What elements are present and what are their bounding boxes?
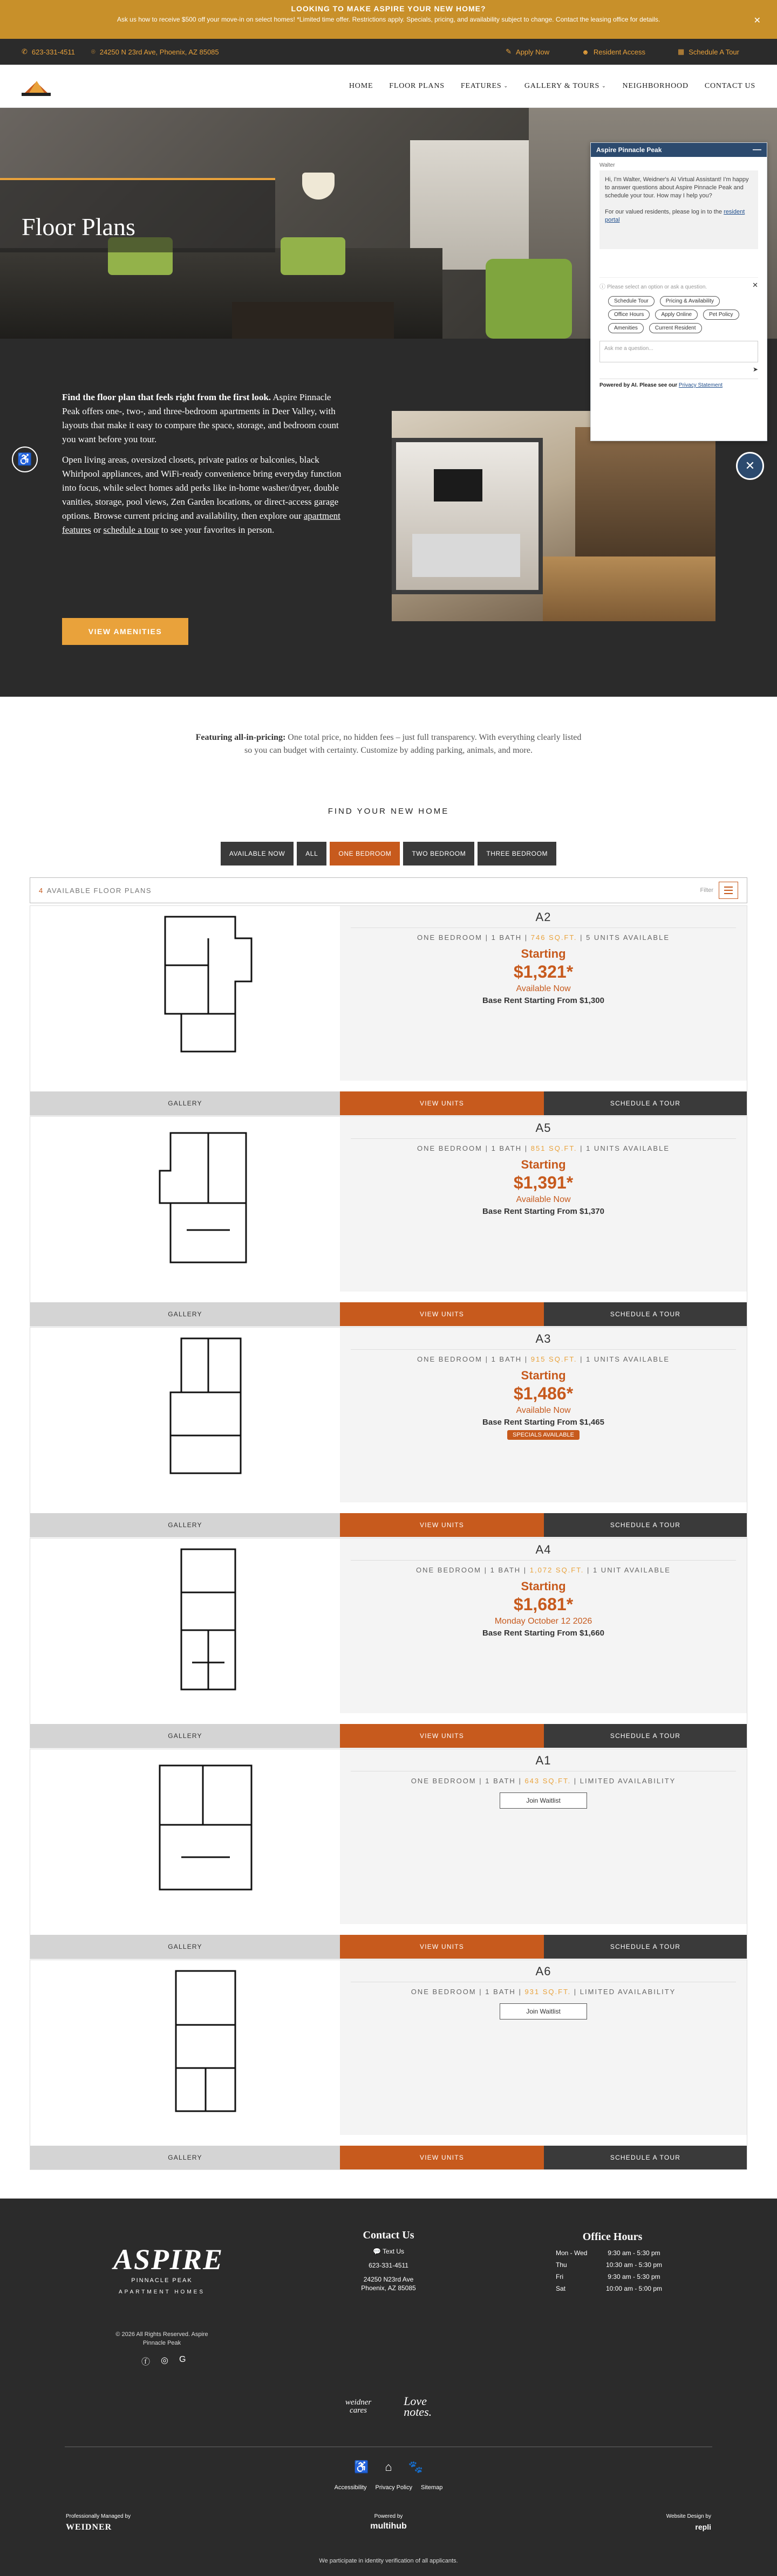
powered-by — [0, 2513, 777, 2531]
resident-portal-link[interactable]: resident portal — [605, 209, 745, 223]
plan-units: 1 UNITS AVAILABLE — [586, 1355, 670, 1363]
plan-beds: ONE BEDROOM — [417, 1144, 482, 1152]
wheelchair-icon: ♿ — [353, 2460, 369, 2474]
plan-meta: ONE BEDROOM | 1 BATH | 915 SQ.FT. | 1 UNITS AVAILABLE — [417, 1355, 670, 1363]
floor-plan-info — [340, 1960, 747, 2135]
schedule-tour-button[interactable]: SCHEDULE A TOUR — [544, 2146, 747, 2169]
section-title: FIND YOUR NEW HOME — [328, 807, 449, 816]
footer-logo[interactable] — [113, 2243, 224, 2295]
floor-plan-info — [340, 906, 747, 1081]
partner1a: weidner — [345, 2398, 372, 2407]
tab-three-bedroom[interactable]: THREE BEDROOM — [478, 842, 556, 865]
chat-sender: Walter — [599, 162, 615, 168]
google-icon[interactable]: G — [179, 2355, 186, 2364]
minimize-icon[interactable]: — — [753, 145, 761, 154]
facebook-icon[interactable]: ⓕ — [141, 2358, 151, 2367]
plan-price: $1,391* — [513, 1173, 574, 1192]
intro-lead: Find the floor plan that feels right from the first look. — [62, 392, 271, 402]
address-text: 24250 N 23rd Ave, Phoenix, AZ 85085 — [99, 47, 219, 56]
tab-all[interactable]: ALL — [297, 842, 326, 865]
plan-base-rent: Base Rent Starting From $1,465 — [482, 1418, 604, 1427]
schedule-tour-button[interactable]: SCHEDULE A TOUR — [544, 1302, 747, 1326]
view-units-button[interactable]: VIEW UNITS — [340, 1724, 544, 1748]
copyright: © 2026 All Rights Reserved. Aspire Pinnacle Peak — [115, 2331, 208, 2346]
chat-title: Aspire Pinnacle Peak — [596, 146, 662, 154]
schedule-tour-button[interactable]: SCHEDULE A TOUR — [544, 1724, 747, 1748]
floor-plan-info — [340, 1117, 747, 1292]
pencil-icon: ✎ — [506, 47, 512, 56]
plan-units: LIMITED AVAILABILITY — [580, 1777, 676, 1785]
schedule-tour-button[interactable]: SCHEDULE A TOUR — [544, 1935, 747, 1959]
plan-meta: ONE BEDROOM | 1 BATH | 851 SQ.FT. | 1 UNITS AVAILABLE — [417, 1144, 670, 1152]
chip-pricing[interactable]: Pricing & Availability — [660, 296, 720, 306]
intro-text — [62, 390, 343, 544]
chat-footer — [599, 379, 758, 388]
plan-sqft: 851 SQ.FT. — [530, 1144, 577, 1152]
chip-amenities[interactable]: Amenities — [608, 323, 644, 333]
hours-day: Sat — [556, 2285, 566, 2292]
site-logo[interactable] — [22, 77, 51, 96]
page-title: Floor Plans — [0, 178, 275, 252]
floor-plan-card — [30, 1116, 747, 1327]
plan-actions — [30, 1302, 747, 1326]
hours-time: 10:00 am - 5:00 pm — [605, 2285, 663, 2292]
floor-plan-card — [30, 1538, 747, 1748]
chat-input[interactable]: Ask me a question... — [599, 341, 758, 362]
hero-photo-pillow — [281, 237, 345, 275]
resident-access-link[interactable] — [582, 47, 645, 56]
footer-logo-sub: PINNACLE PEAK — [131, 2277, 193, 2284]
tab-one-bedroom[interactable]: ONE BEDROOM — [330, 842, 400, 865]
filter-icon[interactable] — [719, 882, 738, 899]
office-hours — [550, 2231, 674, 2295]
plan-units: 1 UNITS AVAILABLE — [586, 1144, 670, 1152]
plan-meta: ONE BEDROOM | 1 BATH | 643 SQ.FT. | LIMITED AVAILABILITY — [411, 1777, 676, 1785]
hero-photo-lamp — [302, 173, 335, 200]
intro-p2: Open living areas, oversized closets, private patios or balconies, black Whirlpool appliances, and WiFi-ready convenience bring everyday function into focus, while select homes add perks like in-home washer/dryer, double vanities, storage, pool views, Zen Garden locations, or direct-access garage options. Browse current pricing and availability, then explore our — [62, 455, 342, 521]
plan-availability: Available Now — [516, 984, 571, 993]
chat-header — [591, 143, 767, 157]
plan-starting: Starting — [521, 947, 566, 960]
social-links — [141, 2355, 186, 2367]
available-count: 4 — [39, 886, 44, 895]
schedule-tour-button[interactable]: SCHEDULE A TOUR — [544, 1513, 747, 1537]
chat-widget — [590, 142, 767, 441]
hours-day: Thu — [556, 2261, 567, 2269]
gallery-button[interactable]: GALLERY — [30, 2146, 340, 2169]
accessibility-icon[interactable]: ♿ — [12, 446, 38, 472]
user-icon: ☻ — [582, 47, 589, 56]
plan-name: A1 — [351, 1754, 736, 1771]
accessibility-link[interactable]: Accessibility — [334, 2484, 367, 2491]
filter-tabs — [0, 842, 777, 865]
view-units-button[interactable]: VIEW UNITS — [340, 1302, 544, 1326]
hours-time: 9:30 am - 5:30 pm — [608, 2273, 660, 2280]
footer-logo-mark: ASPIRE — [113, 2243, 224, 2276]
filter-label: Filter — [700, 887, 713, 894]
schedule-tour-link[interactable] — [678, 47, 739, 56]
view-units-button[interactable]: VIEW UNITS — [340, 2146, 544, 2169]
plan-availability: Monday October 12 2026 — [494, 1617, 592, 1626]
privacy-statement-link[interactable]: Privacy Statement — [678, 382, 723, 388]
promo-text: Ask us how to receive $500 off your move-in on select homes! *Limited time offer. Restrictions apply. Specials, pricing, and availability subject to change. Contact the leasing office for details. — [117, 16, 660, 23]
view-amenities-button[interactable]: VIEW AMENITIES — [62, 618, 188, 645]
plan-units: 5 UNITS AVAILABLE — [586, 933, 670, 942]
floor-plan-card — [30, 905, 747, 1116]
plan-actions — [30, 1724, 747, 1748]
floor-plan-image[interactable] — [30, 1960, 340, 2135]
floor-plan-image[interactable] — [30, 1328, 340, 1502]
plan-beds: ONE BEDROOM — [411, 1777, 476, 1785]
plan-bath: 1 BATH — [485, 1777, 516, 1785]
specials-badge: SPECIALS AVAILABLE — [507, 1430, 580, 1440]
floor-plan-info — [340, 1328, 747, 1502]
nav-features[interactable] — [461, 82, 508, 91]
plan-name: A6 — [351, 1964, 736, 1982]
plan-name: A3 — [351, 1332, 736, 1350]
hours-day: Mon - Wed — [556, 2249, 588, 2257]
chip-current-resident[interactable]: Current Resident — [649, 323, 702, 333]
close-icon[interactable]: ✕ — [753, 16, 761, 25]
plan-sqft: 746 SQ.FT. — [530, 933, 577, 942]
featuring-text: One total price, no hidden fees – just full transparency. With everything clearly listed so you can budget with certainty. Customize by adding parking, animals, and more. — [244, 733, 582, 755]
footer-address-1: 24250 N23rd Ave — [363, 2276, 414, 2283]
partner2a: Love — [404, 2394, 427, 2408]
available-label: AVAILABLE FLOOR PLANS — [46, 886, 152, 895]
multihub-logo[interactable]: multihub — [370, 2522, 407, 2531]
floor-plan-card — [30, 1327, 747, 1537]
chat-message-text-2: For our valued residents, please log in to the — [605, 209, 723, 215]
featuring-bold: Featuring all-in-pricing: — [195, 733, 286, 742]
footer-phone[interactable]: 623-331-4511 — [369, 2262, 408, 2269]
available-bar — [30, 877, 747, 903]
promo-banner — [0, 0, 777, 39]
apply-now-link[interactable] — [506, 47, 549, 56]
plan-sqft: 1,072 SQ.FT. — [529, 1566, 584, 1574]
floor-plan-image[interactable] — [30, 1538, 340, 1713]
hours-title: Office Hours — [582, 2231, 643, 2243]
plan-availability: Available Now — [516, 1406, 571, 1415]
powered-label: Powered by — [374, 2513, 403, 2519]
floor-plan-card — [30, 1749, 747, 1959]
gallery-button[interactable]: GALLERY — [30, 1513, 340, 1537]
love-notes-logo[interactable] — [404, 2396, 432, 2417]
hours-row — [550, 2283, 674, 2295]
intro-photo — [392, 411, 715, 621]
plan-starting: Starting — [521, 1369, 566, 1382]
nav-home[interactable]: HOME — [349, 81, 373, 90]
hero-photo-chair — [486, 259, 572, 339]
sitemap-link[interactable]: Sitemap — [421, 2484, 443, 2491]
chip-pet-policy[interactable]: Pet Policy — [703, 310, 739, 320]
phone-icon: ✆ — [22, 47, 28, 56]
weidner-logo[interactable]: WEIDNER — [66, 2523, 112, 2532]
plan-base-rent: Base Rent Starting From $1,370 — [482, 1207, 604, 1216]
plan-bath: 1 BATH — [490, 1566, 521, 1574]
privacy-policy-link[interactable]: Privacy Policy — [375, 2484, 412, 2491]
text-us-link[interactable] — [335, 2247, 442, 2256]
nav-features-label: FEATURES — [460, 81, 502, 90]
plan-bath: 1 BATH — [491, 933, 522, 942]
footer-contact — [335, 2231, 442, 2292]
plan-beds: ONE BEDROOM — [411, 1988, 476, 1996]
contact-title: Contact Us — [363, 2229, 414, 2241]
map-pin-icon: ⌾ — [91, 47, 96, 56]
footer-logo-sub2: APARTMENT HOMES — [118, 2289, 205, 2295]
plan-actions — [30, 1935, 747, 1959]
promo-title: LOOKING TO MAKE ASPIRE YOUR NEW HOME? — [291, 4, 486, 13]
nav-neighborhood[interactable]: NEIGHBORHOOD — [622, 81, 689, 90]
gallery-button[interactable]: GALLERY — [30, 1935, 340, 1959]
plan-bath: 1 BATH — [491, 1144, 522, 1152]
utility-bar — [0, 39, 777, 65]
nav-gallery-tours[interactable] — [524, 82, 606, 91]
schedule-tour-text-link[interactable]: schedule a tour — [103, 525, 159, 535]
verification-notice: We participate in identity verification of all applicants. — [319, 2558, 458, 2564]
floor-plan-card — [30, 1960, 747, 2170]
calendar-icon: ▦ — [677, 47, 685, 56]
schedule-tour-button[interactable]: SCHEDULE A TOUR — [544, 1091, 747, 1115]
join-waitlist-button[interactable]: Join Waitlist — [500, 2003, 587, 2019]
plan-units: 1 UNIT AVAILABLE — [592, 1566, 671, 1574]
join-waitlist-button[interactable]: Join Waitlist — [500, 1792, 587, 1809]
intro-p2-end: to see your favorites in person. — [159, 525, 275, 535]
gallery-button[interactable]: GALLERY — [30, 1724, 340, 1748]
chat-bubble-icon: 💬 — [372, 2248, 381, 2255]
featuring-section — [0, 697, 777, 757]
view-units-button[interactable]: VIEW UNITS — [340, 1513, 544, 1537]
intro-p1: Aspire Pinnacle Peak offers one-, two-, and three-bedroom apartments in Deer Valley, with layouts that make it easy to compare the space, storage, and bedroom count you want before you tour. — [62, 392, 339, 444]
floor-plan-info — [340, 1538, 747, 1713]
plan-actions — [30, 1513, 747, 1537]
floor-plan-image[interactable] — [30, 906, 340, 1081]
design-by — [666, 2513, 711, 2531]
chat-message — [599, 170, 758, 249]
footer-address-2: Phoenix, AZ 85085 — [361, 2284, 416, 2292]
plan-beds: ONE BEDROOM — [416, 1566, 481, 1574]
chip-apply-online[interactable]: Apply Online — [655, 310, 698, 320]
plan-name: A2 — [351, 910, 736, 928]
footer — [0, 2199, 777, 2576]
hours-row — [550, 2271, 674, 2283]
plan-availability: Available Now — [516, 1195, 571, 1204]
weidner-cares-logo[interactable] — [345, 2399, 371, 2415]
main-nav — [0, 65, 777, 108]
plan-price: $1,486* — [513, 1384, 574, 1403]
hero-photo-table — [232, 302, 394, 339]
design-label: Website Design by — [666, 2513, 711, 2519]
view-units-button[interactable]: VIEW UNITS — [340, 1935, 544, 1959]
plan-sqft: 931 SQ.FT. — [524, 1988, 571, 1996]
plan-actions — [30, 2146, 747, 2169]
repli-logo[interactable]: repli — [695, 2523, 711, 2531]
phone-number: 623-331-4511 — [31, 47, 75, 56]
floor-plan-image[interactable] — [30, 1117, 340, 1292]
close-icon[interactable]: ✕ — [752, 281, 758, 289]
tab-two-bedroom[interactable]: TWO BEDROOM — [403, 842, 474, 865]
plan-sqft: 643 SQ.FT. — [524, 1777, 571, 1785]
chevron-down-icon: ⌄ — [602, 83, 606, 88]
plan-meta: ONE BEDROOM | 1 BATH | 931 SQ.FT. | LIMITED AVAILABILITY — [411, 1988, 676, 1996]
hours-row — [550, 2247, 674, 2259]
plan-price: $1,321* — [513, 962, 574, 981]
plan-units: LIMITED AVAILABILITY — [580, 1988, 676, 1996]
hours-time: 9:30 am - 5:30 pm — [608, 2249, 660, 2257]
chip-office-hours[interactable]: Office Hours — [608, 310, 650, 320]
chevron-down-icon: ⌄ — [503, 83, 508, 88]
floor-plan-image[interactable] — [30, 1749, 340, 1924]
schedule-tour-label: Schedule A Tour — [689, 47, 739, 56]
view-units-button[interactable]: VIEW UNITS — [340, 1091, 544, 1115]
gallery-button[interactable]: GALLERY — [30, 1091, 340, 1115]
tab-available-now[interactable]: AVAILABLE NOW — [221, 842, 294, 865]
resident-access-label: Resident Access — [593, 47, 645, 56]
plan-starting: Starting — [521, 1579, 566, 1593]
footer-links — [0, 2484, 777, 2491]
plan-base-rent: Base Rent Starting From $1,300 — [482, 996, 604, 1005]
chip-schedule-tour[interactable]: Schedule Tour — [608, 296, 655, 306]
intro-p2-or: or — [91, 525, 104, 535]
chat-message-text: Hi, I'm Walter, Weidner's AI Virtual Assistant! I'm happy to answer questions about Aspire Pinnacle Peak and schedule your tour. How may I help you? — [605, 176, 749, 199]
accessibility-icons — [0, 2460, 777, 2474]
chat-hint: Please select an option or ask a question. — [607, 284, 707, 290]
plan-bath: 1 BATH — [491, 1355, 522, 1363]
plan-bath: 1 BATH — [485, 1988, 516, 1996]
plan-actions — [30, 1091, 747, 1115]
partner2b: notes. — [404, 2405, 432, 2419]
plan-starting: Starting — [521, 1158, 566, 1171]
gallery-button[interactable]: GALLERY — [30, 1302, 340, 1326]
instagram-icon[interactable]: ◎ — [161, 2356, 168, 2365]
pet-paw-icon: 🐾 — [408, 2460, 424, 2474]
floor-plan-info — [340, 1749, 747, 1924]
info-icon: ⓘ — [599, 284, 605, 290]
plan-beds: ONE BEDROOM — [417, 1355, 482, 1363]
plan-sqft: 915 SQ.FT. — [530, 1355, 577, 1363]
managed-label: Professionally Managed by — [66, 2513, 131, 2519]
plan-meta: ONE BEDROOM | 1 BATH | 1,072 SQ.FT. | 1 UNIT AVAILABLE — [416, 1566, 671, 1574]
plan-name: A5 — [351, 1121, 736, 1139]
address-link[interactable] — [91, 47, 219, 56]
plan-base-rent: Base Rent Starting From $1,660 — [482, 1629, 604, 1638]
plan-meta: ONE BEDROOM | 1 BATH | 746 SQ.FT. | 5 UNITS AVAILABLE — [417, 933, 670, 942]
nav-gallery-label: GALLERY & TOURS — [524, 81, 600, 90]
hours-row — [550, 2259, 674, 2271]
send-icon[interactable]: ➤ — [752, 366, 758, 373]
features-link[interactable]: apartment features — [62, 511, 340, 535]
plan-price: $1,681* — [513, 1595, 574, 1614]
text-us-label: Text Us — [383, 2248, 405, 2255]
equal-housing-icon: ⌂ — [385, 2460, 392, 2474]
hours-day: Fri — [556, 2273, 563, 2280]
chat-footer-text: Powered by AI. Please see our — [599, 382, 679, 388]
plan-beds: ONE BEDROOM — [417, 933, 482, 942]
plan-name: A4 — [351, 1543, 736, 1561]
partner-logos — [0, 2396, 777, 2417]
nav-floor-plans[interactable]: FLOOR PLANS — [389, 81, 445, 90]
apply-now-label: Apply Now — [516, 47, 550, 56]
partner1b: cares — [350, 2406, 367, 2415]
phone-link[interactable] — [22, 47, 75, 56]
hours-time: 10:30 am - 5:30 pm — [605, 2261, 663, 2269]
chat-close-icon[interactable]: ✕ — [736, 452, 764, 480]
nav-contact-us[interactable]: CONTACT US — [704, 81, 755, 90]
